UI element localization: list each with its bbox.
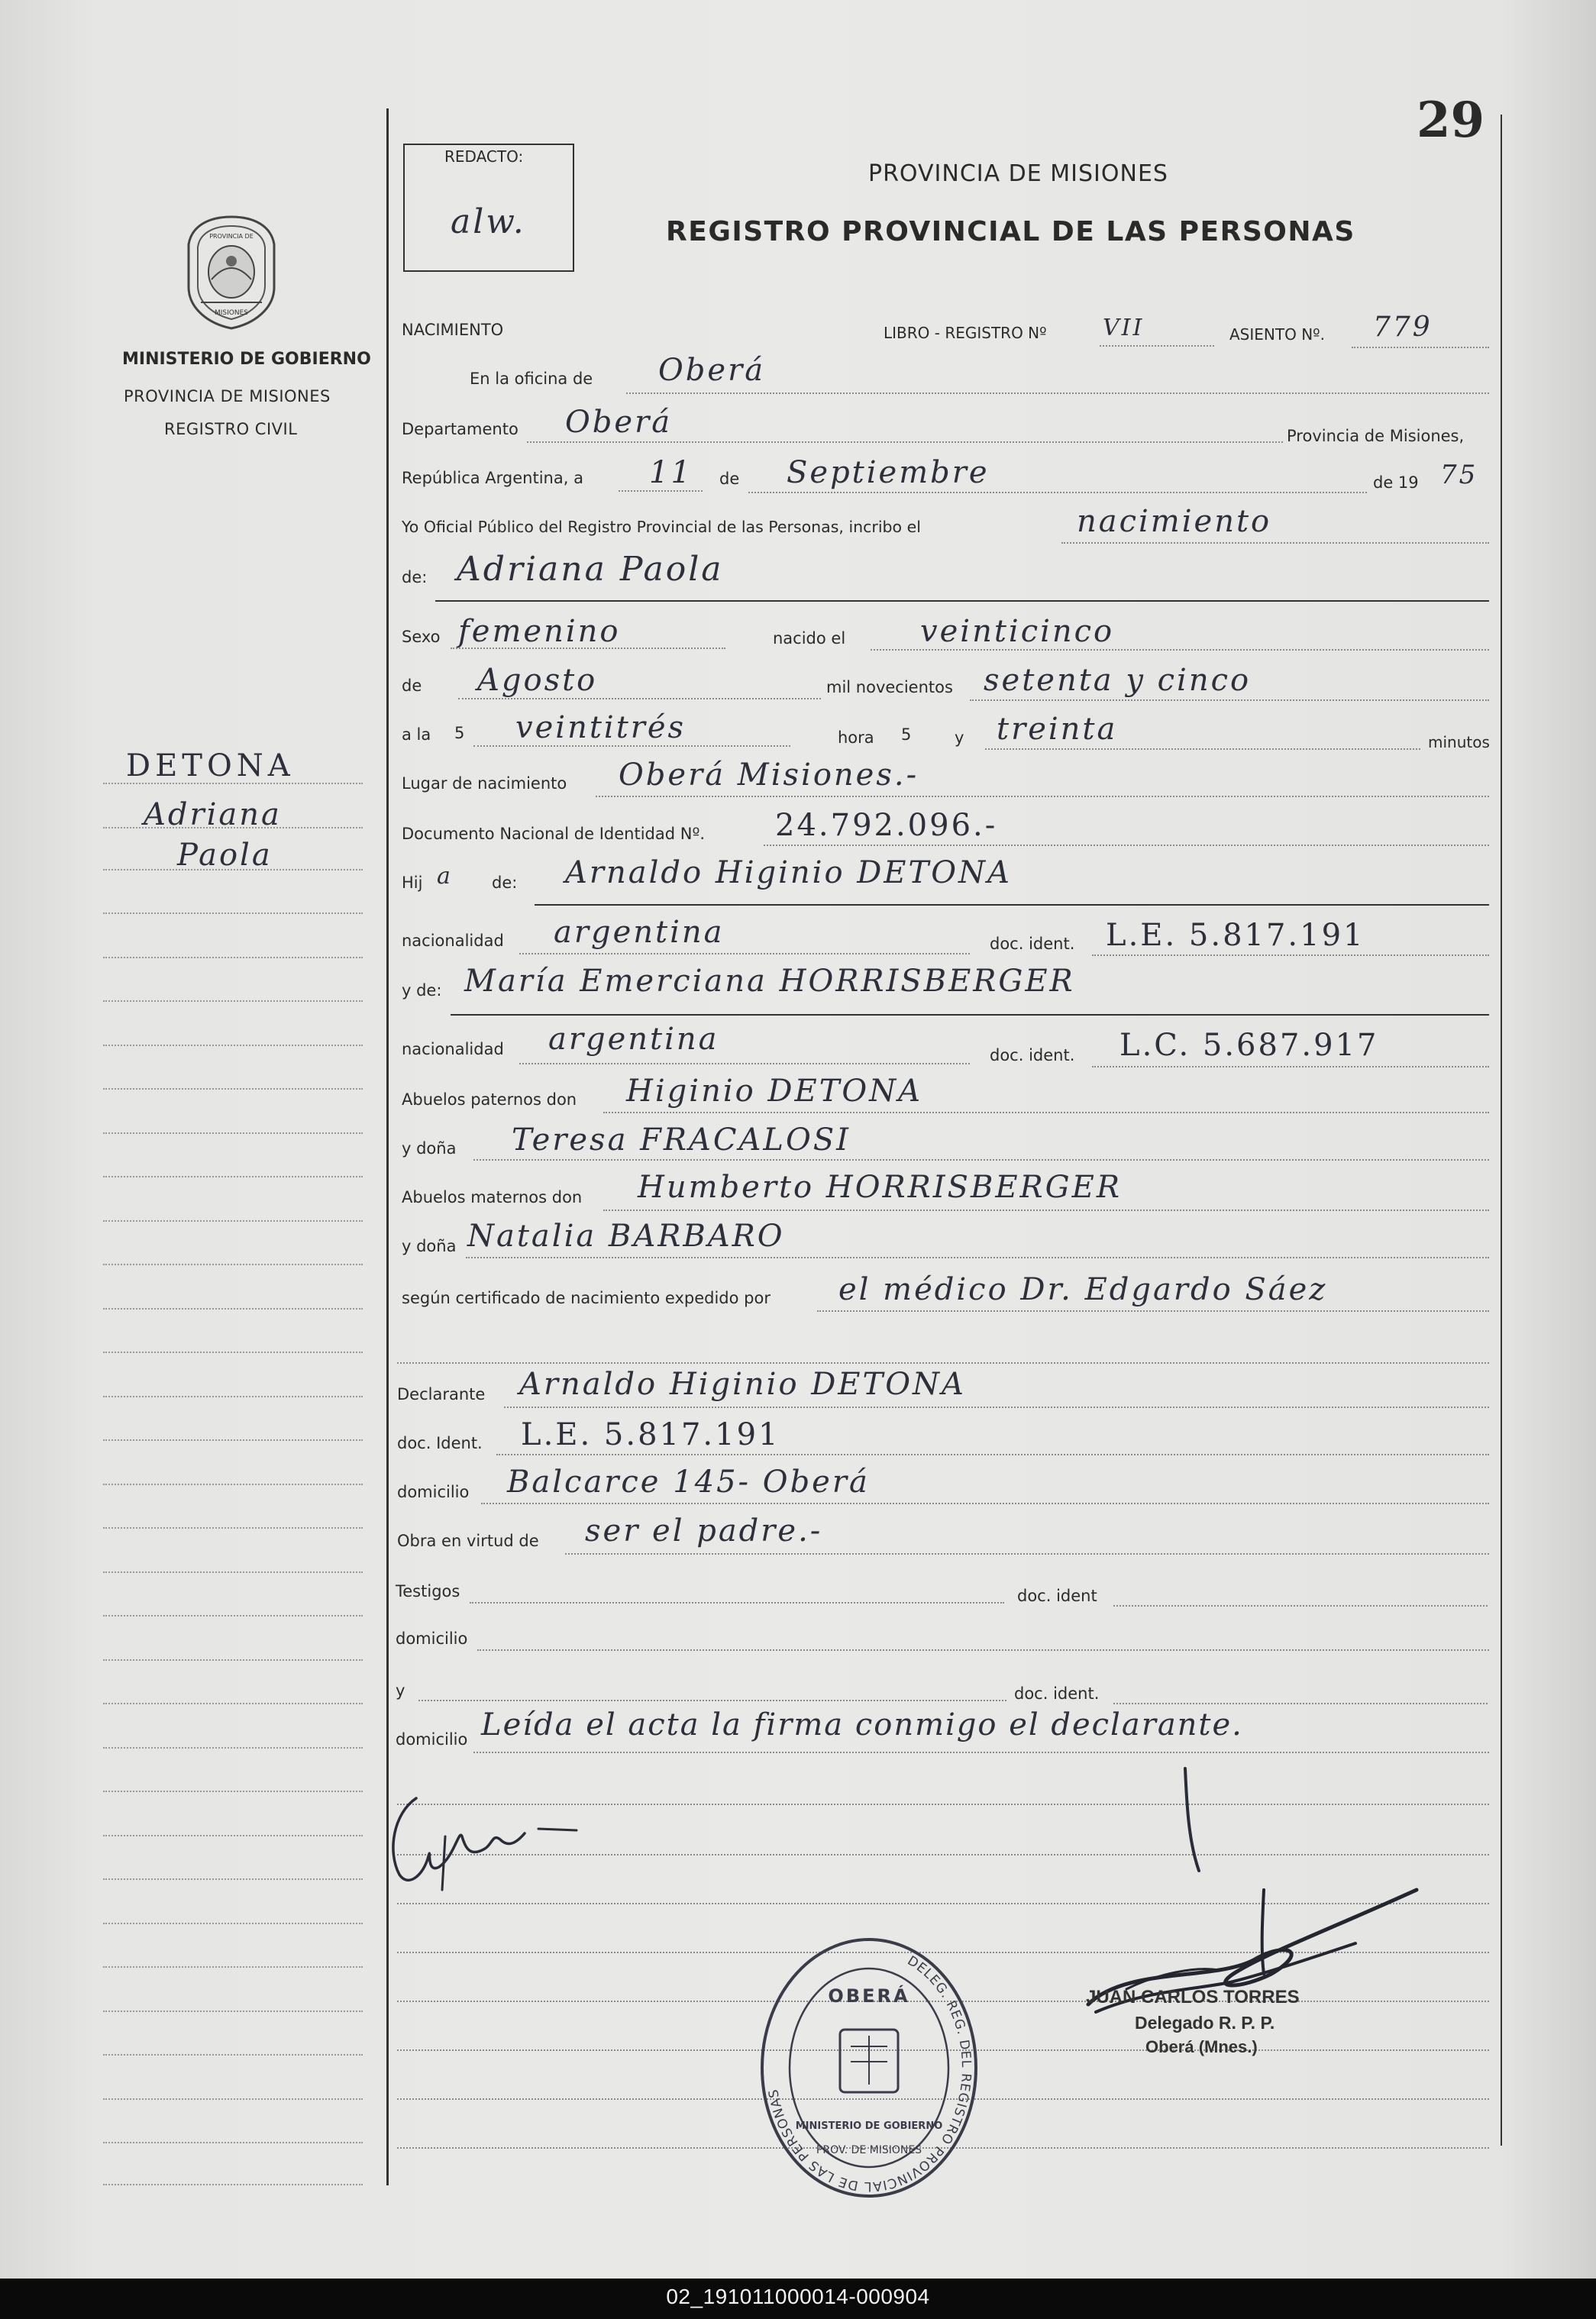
field-line — [626, 392, 1489, 394]
margin-line — [103, 869, 363, 870]
margin-line — [103, 1439, 363, 1441]
ala-number: 5 — [454, 724, 465, 742]
field-line — [397, 1362, 1489, 1364]
margin-line — [103, 827, 363, 828]
declarante-doc: L.E. 5.817.191 — [521, 1417, 780, 1452]
field-line — [418, 1700, 1006, 1701]
maternal-grandmother: Natalia BARBARO — [467, 1219, 785, 1254]
field-line — [527, 441, 1283, 443]
stamp-city: OBERÁ — [828, 1985, 910, 2007]
margin-line — [103, 1747, 363, 1749]
maternal-grandfather: Humberto HORRISBERGER — [638, 1170, 1122, 1205]
field-line — [504, 1407, 1489, 1408]
underline — [435, 600, 1489, 602]
declarante-doc-label: doc. Ident. — [397, 1434, 483, 1452]
ministry-province: PROVINCIA DE MISIONES — [124, 387, 331, 405]
stamp-ring-text: DELEG. REG. DEL REGISTRO PROVINCIAL DE LAS PERSONAS — [766, 1952, 974, 2195]
lugar-value: Oberá Misiones.- — [619, 757, 919, 793]
field-line — [466, 1257, 1489, 1258]
closing-text: Leída el acta la firma conmigo el declarante. — [481, 1707, 1243, 1742]
dni-label: Documento Nacional de Identidad Nº. — [402, 825, 706, 843]
margin-line — [103, 2142, 363, 2143]
margin-line — [103, 1791, 363, 1792]
official-signature — [1081, 1875, 1432, 2035]
field-line — [519, 953, 970, 954]
nacido-dia: veinticinco — [920, 614, 1115, 649]
departamento-label: Departamento — [402, 420, 519, 438]
dni-value: 24.792.096.- — [775, 808, 998, 843]
mother-doc: L.C. 5.687.917 — [1119, 1028, 1379, 1063]
margin-line — [103, 1352, 363, 1353]
registry-title: REGISTRO PROVINCIAL DE LAS PERSONAS — [666, 216, 1355, 247]
asiento-label: ASIENTO Nº. — [1229, 325, 1325, 344]
nacido-mes: Agosto — [477, 663, 598, 698]
testigos-label: Testigos — [396, 1582, 460, 1600]
mother-doc-label: doc. ident. — [990, 1046, 1075, 1064]
field-line — [473, 1752, 1489, 1753]
mother-name: María Emerciana HORRISBERGER — [464, 964, 1075, 999]
asiento-value: 779 — [1373, 312, 1433, 343]
domicilio-value: Balcarce 145- Oberá — [507, 1465, 870, 1500]
emblem-text-top: PROVINCIA DE — [209, 233, 254, 240]
margin-line — [103, 2054, 363, 2056]
ala-value: veintitrés — [515, 710, 687, 745]
father-doc-label: doc. ident. — [990, 935, 1075, 953]
margin-line — [103, 912, 363, 914]
lugar-label: Lugar de nacimiento — [402, 774, 567, 793]
testigos-doc-label: doc. ident — [1017, 1587, 1097, 1605]
hora-label: hora — [838, 728, 874, 747]
margin-given-name-2: Paola — [177, 838, 273, 873]
margin-line — [103, 1396, 363, 1397]
margin-given-name-1: Adriana — [144, 797, 282, 832]
republica-label: República Argentina, a — [402, 469, 583, 487]
margin-line — [103, 783, 363, 784]
child-name: Adriana Paola — [457, 550, 724, 589]
province-heading: PROVINCIA DE MISIONES — [868, 160, 1168, 187]
margin-line — [103, 1000, 363, 1002]
underline — [535, 904, 1489, 906]
testigos-domicilio-label: domicilio — [396, 1629, 468, 1648]
margin-line — [103, 1176, 363, 1177]
official-title: Delegado R. P. P. — [1135, 2013, 1275, 2033]
field-line — [596, 796, 1489, 797]
field-line — [1352, 347, 1489, 348]
paternal-grandmother: Teresa FRACALOSI — [512, 1122, 851, 1158]
official-name: JUAN CARLOS TORRES — [1086, 1987, 1300, 2007]
father-nationality: argentina — [554, 915, 725, 950]
y-label: y — [955, 728, 964, 747]
coat-of-arms-icon — [178, 211, 285, 333]
field-line — [481, 1503, 1489, 1504]
margin-line — [103, 1923, 363, 1924]
de-label: de — [719, 470, 740, 488]
field-line — [519, 1063, 970, 1064]
caption-bar — [0, 2279, 1596, 2319]
declarant-signature — [386, 1783, 584, 1898]
field-line — [748, 492, 1367, 493]
hijo-suffix: a — [437, 863, 453, 890]
margin-line — [103, 1045, 363, 1046]
field-line — [603, 1112, 1489, 1113]
certificado-value: el médico Dr. Edgardo Sáez — [838, 1272, 1328, 1307]
margin-line — [103, 957, 363, 958]
margin-line — [103, 1615, 363, 1617]
sexo-value: femenino — [458, 614, 621, 649]
margin-line — [103, 1088, 363, 1090]
de-month-label: de — [402, 677, 422, 695]
margin-line — [103, 1966, 363, 1968]
hijo-label: Hij — [402, 874, 423, 892]
mother-nationality: argentina — [548, 1022, 719, 1057]
yde-label: y de: — [402, 981, 442, 1000]
father-doc: L.E. 5.817.191 — [1106, 918, 1365, 953]
margin-line — [103, 2011, 363, 2012]
margin-line — [103, 1527, 363, 1529]
fecha-anio: 75 — [1440, 460, 1478, 490]
departamento-value: Oberá — [565, 405, 673, 440]
mil-label: mil novecientos — [826, 678, 953, 696]
stamp-ministry: MINISTERIO DE GOBIERNO — [795, 2120, 943, 2132]
margin-line — [103, 1264, 363, 1265]
scan-caption: 02_191011000014-000904 — [666, 2285, 930, 2308]
registry-stamp — [754, 1932, 984, 2207]
margin-line — [103, 1878, 363, 1880]
field-line — [764, 845, 1489, 846]
father-name: Arnaldo Higinio DETONA — [565, 855, 1012, 890]
certificado-label: según certificado de nacimiento expedido por — [402, 1289, 771, 1307]
inscribo-value: nacimiento — [1077, 504, 1272, 539]
nacido-label: nacido el — [773, 629, 846, 648]
oficina-label: En la oficina de — [470, 370, 593, 388]
maternal-grandparents-label: Abuelos maternos don — [402, 1188, 583, 1206]
ministry-registry: REGISTRO CIVIL — [164, 420, 298, 438]
redacto-initials: alw. — [451, 202, 526, 241]
record-type-label: NACIMIENTO — [402, 321, 504, 339]
field-line — [817, 1310, 1489, 1312]
margin-line — [103, 1835, 363, 1836]
field-line — [871, 649, 1489, 651]
field-line — [473, 1159, 1489, 1161]
field-line — [603, 1210, 1489, 1211]
minutos-label: minutos — [1428, 733, 1490, 751]
signature-mark — [1176, 1764, 1207, 1878]
right-rule — [1501, 115, 1502, 2146]
libro-value: VII — [1103, 315, 1145, 341]
de-year-label: de 19 — [1373, 473, 1419, 492]
underline — [451, 1014, 1489, 1016]
testigos-doc2-label: doc. ident. — [1014, 1684, 1100, 1703]
oficina-value: Oberá — [658, 353, 766, 388]
field-line — [1061, 542, 1489, 544]
margin-line — [103, 2098, 363, 2100]
maternal-dona-label: y doña — [402, 1237, 457, 1255]
declarante-value: Arnaldo Higinio DETONA — [519, 1367, 966, 1402]
margin-line — [103, 1703, 363, 1704]
official-place: Oberá (Mnes.) — [1145, 2037, 1258, 2056]
field-line — [1100, 345, 1214, 347]
nacido-anio: setenta y cinco — [984, 663, 1252, 698]
field-line — [619, 490, 703, 492]
libro-label: LIBRO - REGISTRO Nº — [884, 324, 1047, 342]
field-line — [1113, 1605, 1488, 1607]
paternal-dona-label: y doña — [402, 1139, 457, 1158]
margin-line — [103, 1220, 363, 1222]
obra-value: ser el padre.- — [585, 1513, 823, 1549]
margin-line — [103, 2184, 363, 2185]
testigos-y-label: y — [396, 1681, 405, 1700]
margin-line — [103, 1308, 363, 1310]
fecha-dia: 11 — [649, 455, 693, 490]
inscribo-label: Yo Oficial Público del Registro Provincial de las Personas, incribo el — [402, 518, 921, 536]
field-line — [565, 1553, 1489, 1555]
paternal-grandparents-label: Abuelos paternos don — [402, 1090, 577, 1109]
de-name-label: de: — [402, 568, 428, 586]
redacto-label: REDACTO: — [444, 147, 524, 166]
field-line — [458, 698, 821, 699]
margin-line — [103, 1132, 363, 1134]
ala-label: a la — [402, 725, 431, 744]
mother-nacionalidad-label: nacionalidad — [402, 1040, 504, 1058]
declarante-label: Declarante — [397, 1385, 486, 1403]
field-line — [1092, 954, 1489, 956]
hijo-de-label: de: — [492, 874, 518, 892]
field-line — [1092, 1066, 1489, 1067]
page-number: 29 — [1417, 92, 1485, 149]
emblem-text-bottom: MISIONES — [214, 309, 249, 317]
father-nacionalidad-label: nacionalidad — [402, 932, 504, 950]
field-line — [477, 1649, 1489, 1651]
provincia-label: Provincia de Misiones, — [1287, 427, 1465, 445]
hora-number: 5 — [901, 725, 912, 744]
ministry-name: MINISTERIO DE GOBIERNO — [122, 350, 371, 369]
field-line — [473, 745, 790, 747]
field-line — [970, 699, 1489, 701]
margin-line — [103, 1659, 363, 1661]
minutos-value: treinta — [997, 712, 1118, 747]
domicilio-label: domicilio — [397, 1483, 470, 1501]
field-line — [1113, 1703, 1488, 1704]
field-line — [985, 748, 1420, 750]
obra-label: Obra en virtud de — [397, 1532, 539, 1550]
sexo-label: Sexo — [402, 628, 441, 646]
paternal-grandfather: Higinio DETONA — [626, 1074, 923, 1109]
margin-line — [103, 1571, 363, 1573]
field-line — [470, 1602, 1004, 1604]
closing-domicilio-label: domicilio — [396, 1730, 468, 1749]
margin-surname: DETONA — [126, 748, 295, 783]
field-line — [496, 1454, 1489, 1455]
field-line — [451, 648, 725, 649]
margin-line — [103, 1484, 363, 1485]
fecha-mes: Septiembre — [787, 455, 990, 490]
stamp-province: PROV. DE MISIONES — [816, 2144, 922, 2156]
